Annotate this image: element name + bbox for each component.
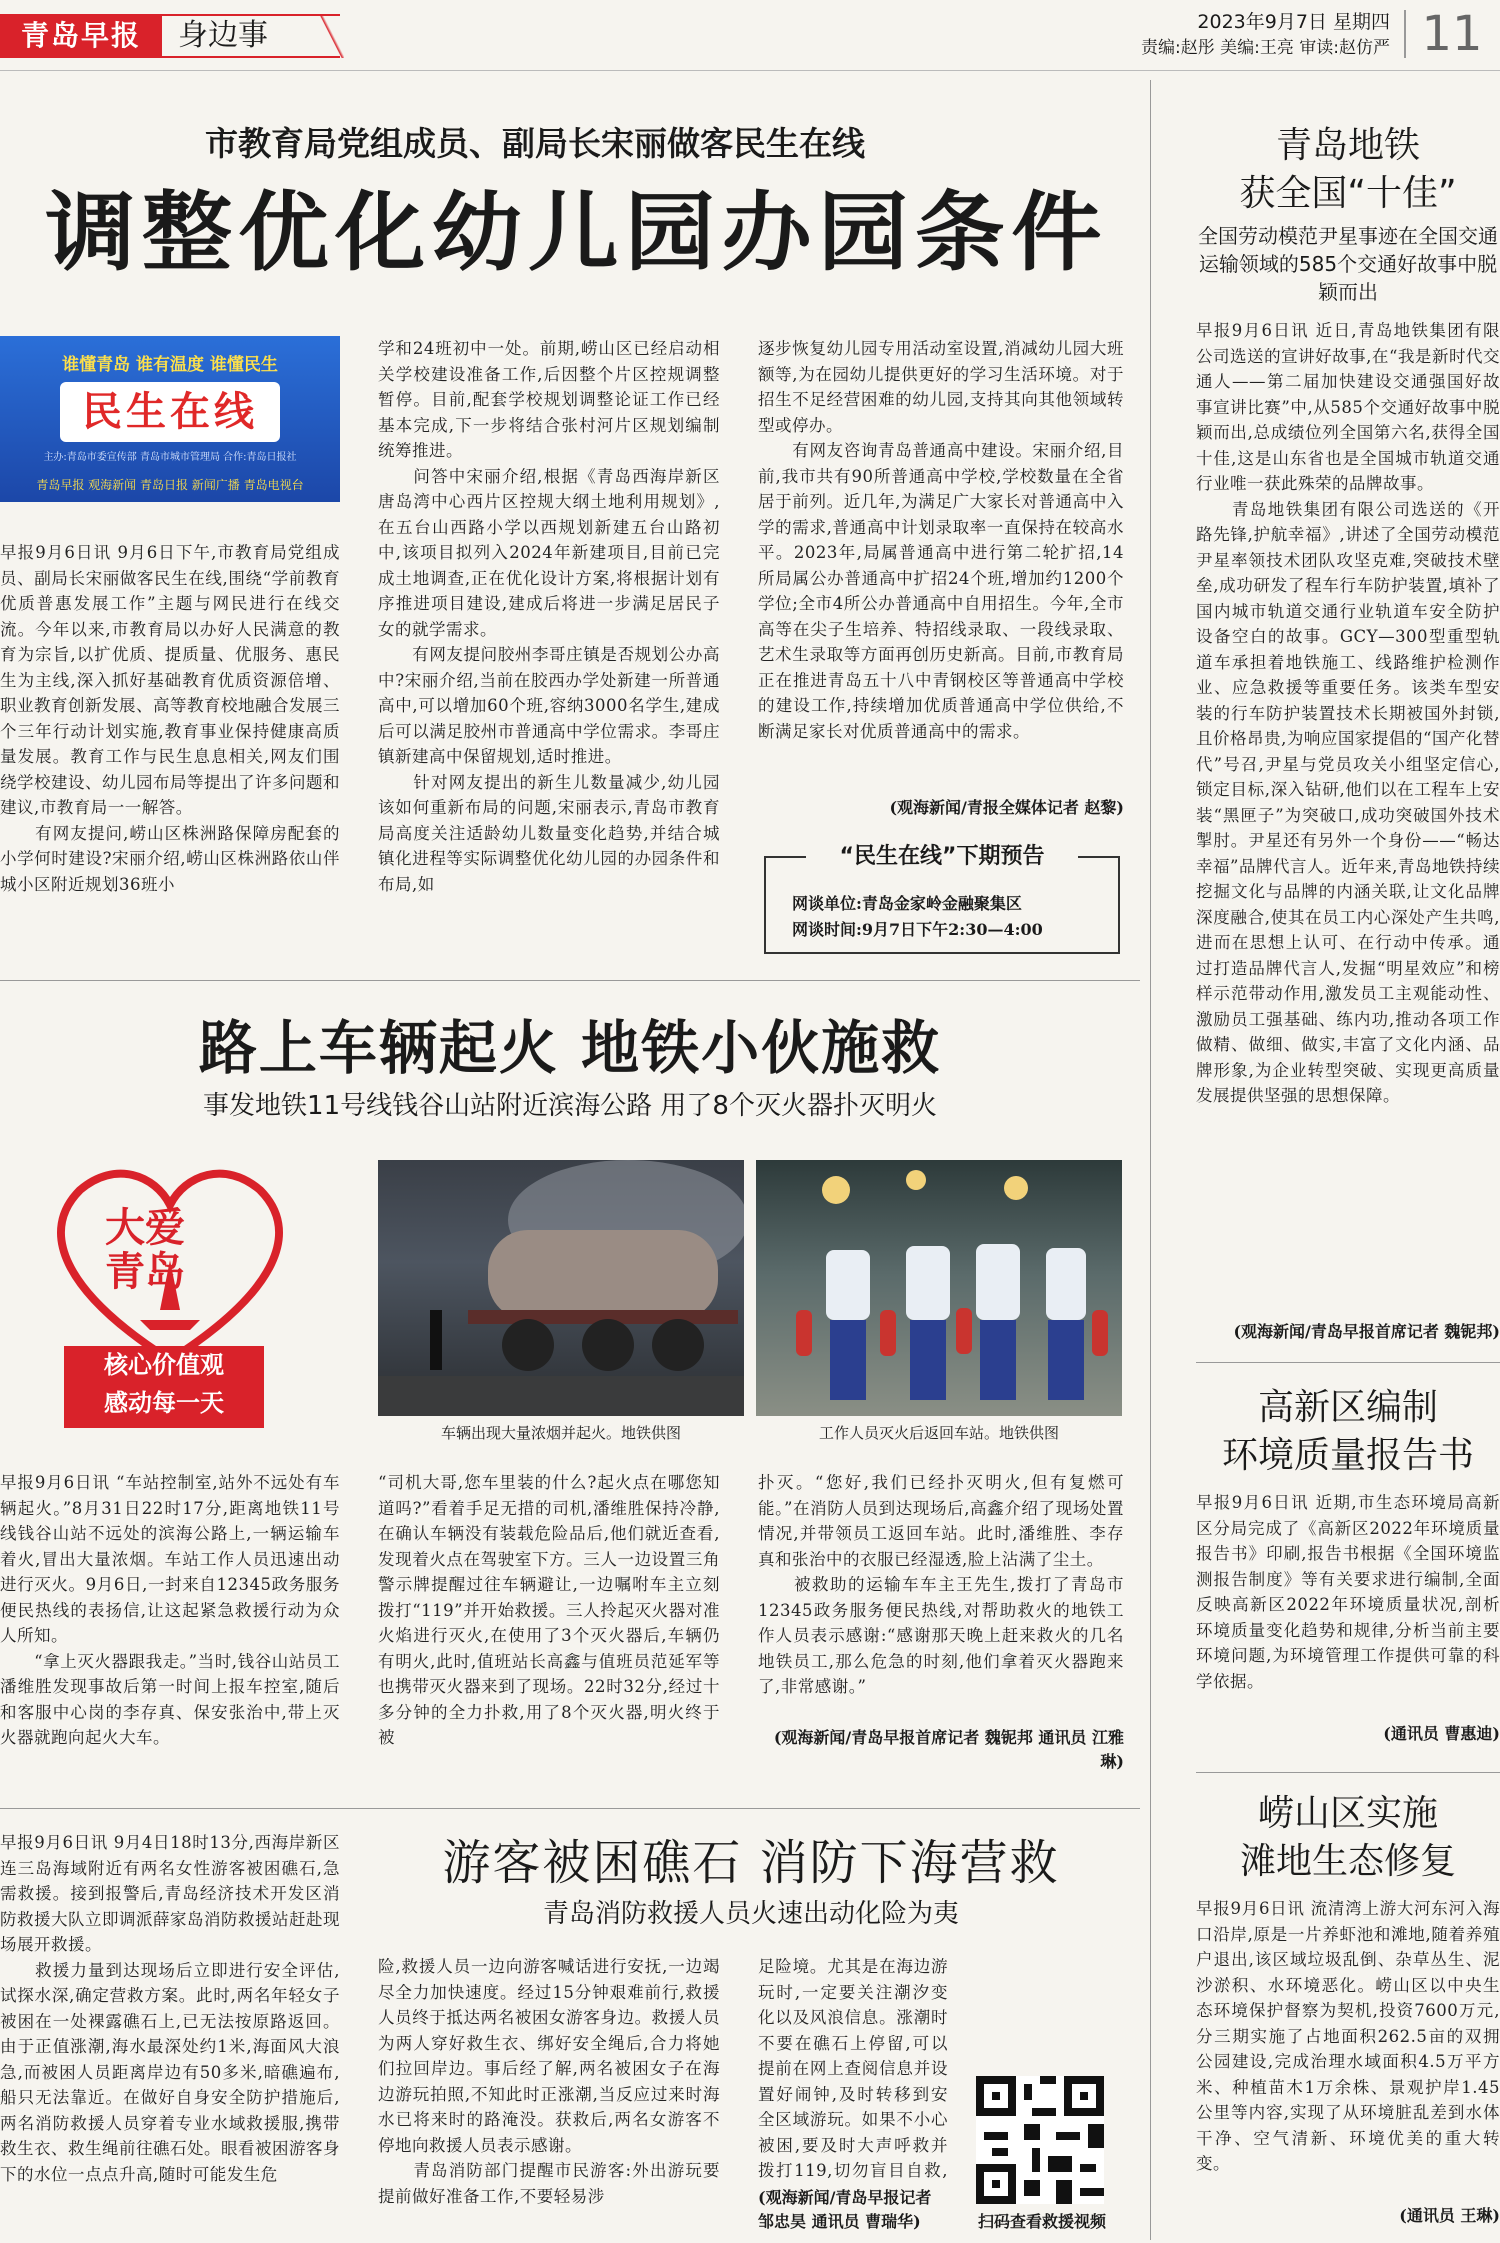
badge-label-box (64, 1346, 264, 1428)
lead-col1-text: 早报9月6日讯 9月6日下午,市教育局党组成员、副局长宋丽做客民生在线,围绕“学前教育优质普惠发展工作”主题与网民进行在线交流。今年以来,市教育局以办好人民满意的教育为宗旨,以扩优质、提质量、优服务、惠民生为主线,深入抓好基础教育优质资源倍增、职业教育创新发展、高等教育校地融合发展三个三年行动计划实施,教育事业保持健康高质量发展。教育工作与民生息息相关,网友们围绕学校建设、幼儿园布局等提出了许多问题和建议,市教育局一一解答。 有网友提问,崂山区株洲路保障房配套的小学何时建设?宋丽介绍,崂山区株洲路依山伴城小区附近规划36班小 (0, 543, 340, 894)
qr-code-icon (976, 2076, 1104, 2204)
reef-headline: 游客被困礁石 消防下海营救 (442, 1835, 1060, 1891)
lead-byline: (观海新闻/青报全媒体记者 赵黎) (889, 798, 1124, 817)
fire-col1-text: 早报9月6日讯 “车站控制室,站外不远处有车辆起火。”8月31日22时17分,距离地铁11号线钱谷山站不远处的滨海公路上,一辆运输车着火,冒出大量浓烟。车站工作人员迅速出动进行灭火。9月6日,一封来自12345政务服务便民热线的表扬信,让这起紧急救援行动为众人所知。 “拿上灭火器跟我走。”当时,钱谷山站员工潘维胜发现事故后第一时间上报车控室,随后和客服中心岗的李存真、保安张治中,带上灭火器就跑向起火大车。 (0, 1473, 340, 1747)
fire-col1 (0, 1470, 340, 1778)
masthead-logo-box (0, 14, 162, 58)
staff-image (756, 1160, 1122, 1416)
banner-footer: 青岛早报 观海新闻 青岛日报 新闻广播 青岛电视台 (36, 478, 304, 492)
env-headline-1: 高新区编制 (1257, 1387, 1438, 1428)
sidebar-divider (1150, 80, 1151, 2240)
reef-col1-text: 早报9月6日讯 9月4日18时13分,西海岸新区连三岛海域附近有两名女性游客被困礁石,急需救援。接到报警后,青岛经济技术开发区消防救援大队立即调派薛家岛消防救援站赶赴现场展开救援。 救援力量到达现场后立即进行安全评估,试探水深,确定营救方案。此时,两名年轻女子被困在一处裸露礁石上,已无法按原路返回。由于正值涨潮,海水最深处约1米,海面风大浪急,而被困人员距离岸边有50多米,暗礁遍布,船只无法靠近。在做好自身安全防护措施后,两名消防救援人员穿着专业水域救援服,携带救生衣、救生绳前往礁石处。眼看被困游客身下的水位一点点升高,随时可能发生危 (0, 1833, 340, 2184)
fire-col3 (758, 1470, 1124, 1774)
minsheng-banner (0, 336, 340, 502)
preview-title: “民生在线”下期预告 (806, 842, 1078, 872)
fire-subhead: 事发地铁11号线钱谷山站附近滨海公路 用了8个灭火器扑灭明火 (203, 1091, 937, 1121)
fire-photo-2-caption: 工作人员灭火后返回车站。地铁供图 (818, 1424, 1059, 1442)
sidebar-story-1 (1196, 122, 1500, 1344)
lead-col2 (378, 336, 720, 950)
env-byline: (通讯员 曹惠迪) (1383, 1724, 1500, 1743)
banner-title: 民生在线 (82, 389, 258, 435)
fire-col3-text: 扑灭。“您好,我们已经扑灭明火,但有复燃可能。”在消防人员到达现场后,高鑫介绍了现场处置情况,并带领员工返回车站。此时,潘维胜、李存真和张治中的衣服已经湿透,脸上沾满了尘土。 被救助的运输车车主王先生,拨打了青岛市12345政务服务便民热线,对帮助救火的地铁工作人员表示感谢:“感谢那天晚上赶来救火的几名地铁员工,那么危急的时刻,他们拿着灭火器跑来了,非常感谢。” (758, 1473, 1124, 1696)
lead-col3 (758, 336, 1124, 820)
badge-line1: 核心价值观 (104, 1350, 224, 1379)
env-headline-2: 环境质量报告书 (1221, 1435, 1474, 1476)
fire-headline: 路上车辆起火 地铁小伙施救 (198, 1014, 942, 1082)
reef-byline: (观海新闻/青岛早报记者 邹忠昊 通讯员 曹瑞华) (758, 2188, 932, 2231)
masthead-logo: 青岛早报 (20, 19, 141, 52)
fire-col2 (378, 1470, 720, 1778)
truck-image (378, 1160, 744, 1416)
fire-top-rule (0, 980, 1140, 981)
reef-top-rule (0, 1808, 1140, 1809)
next-preview-box (764, 844, 1120, 954)
metro-subhead: 全国劳动模范尹星事迹在全国交通运输领域的585个交通好故事中脱颖而出 (1198, 224, 1498, 304)
masthead (0, 0, 1500, 70)
badge-line2: 感动每一天 (104, 1388, 224, 1417)
preview-line1: 网谈单位:青岛金家岭金融聚集区 (792, 894, 1022, 913)
sidebar-rule-2 (1196, 1772, 1500, 1773)
laoshan-byline: (通讯员 王琳) (1399, 2206, 1500, 2225)
fire-col2-text: “司机大哥,您车里装的什么?起火点在哪您知道吗?”看着手足无措的司机,潘维胜保持冷静,在确认车辆没有装载危险品后,他们就近查看,发现着火点在驾驶室下方。三人一边设置三角警示牌提醒过往车辆避让,一边嘱咐车主立刻拨打“119”并开始救援。三人拎起灭火器对准火焰进行灭火,在使用了3个灭火器后,车辆仍有明火,此时,值班站长高鑫与值班员范延军等也携带灭火器来到了现场。22时32分,经过十多分钟的全力扑救,用了8个灭火器,明火终于被 (378, 1473, 720, 1747)
fire-byline: (观海新闻/青岛早报首席记者 魏铌邦 通讯员 江雅琳) (773, 1728, 1124, 1771)
qr-code[interactable] (976, 2076, 1104, 2204)
qr-caption: 扫码查看救援视频 (977, 2212, 1106, 2231)
reef-col2 (378, 1954, 720, 2238)
lead-col3-text: 逐步恢复幼儿园专用活动室设置,消减幼儿园大班额等,为在园幼儿提供更好的学习生活环境。对于招生不足经营困难的幼儿园,支持其向其他领域转型或停办。 有网友咨询青岛普通高中建设。宋丽介绍,目前,我市共有90所普通高中学校,学校数量在全省居于前列。近几年,为满足广大家长对普通高中入学的需求,普通高中计划录取率一直保持在较高水平。2023年,局属普通高中进行第二轮扩招,14所局属公办普通高中扩招24个班,增加约1200个学位;全市4所公办普通高中自用招生。今年,全市高等在尖子生培养、特招线录取、一段线录取、艺术生录取等方面再创历史新高。目前,市教育局正在推进青岛五十八中青钢校区等普通高中学校的建设工作,持续增加优质普通高中学位供给,不断满足家长对优质普通高中的需求。 (758, 339, 1124, 741)
banner-slogans: 谁懂青岛 谁有温度 谁懂民生 (62, 355, 278, 375)
lead-headline: 调整优化幼儿园办园条件 (45, 183, 1108, 283)
section-name: 身边事 (178, 18, 268, 53)
env-body: 早报9月6日讯 近期,市生态环境局高新区分局完成了《高新区2022年环境质量报告书》印刷,报告书根据《全国环境监测报告制度》等有关要求进行编制,全面反映高新区2022年环境质量状况,剖析环境质量变化趋势和规律,分析当前主要环境问题,为环境管理工作提供可靠的科学依据。 (1196, 1493, 1500, 1691)
sidebar-story-2 (1196, 1384, 1500, 1746)
daai-badge (40, 1160, 300, 1440)
reef-subhead: 青岛消防救援人员火速出动化险为夷 (542, 1899, 959, 1929)
sidebar-rule-1 (1196, 1362, 1500, 1363)
lead-kicker: 市教育局党组成员、副局长宋丽做客民生在线 (205, 124, 865, 163)
preview-line2: 网谈时间:9月7日下午2:30—4:00 (792, 920, 1043, 939)
reef-col1 (0, 1830, 340, 2240)
metro-headline-1: 青岛地铁 (1275, 125, 1420, 166)
fire-photo-1 (378, 1160, 744, 1416)
masthead-date: 2023年9月7日 星期四 (1197, 11, 1390, 33)
reef-col2-text: 险,救援人员一边向游客喊话进行安抚,一边竭尽全力加快速度。经过15分钟艰难前行,救援人员终于抵达两名被困女游客身边。救援人员为两人穿好救生衣、绑好安全绳后,合力将她们拉回岸边。事后经了解,两名被困女子在海边游玩拍照,不知此时正涨潮,当反应过来时海水已将来时的路淹没。获救后,两名女游客不停地向救援人员表示感谢。 青岛消防部门提醒市民游客:外出游玩要提前做好准备工作,不要轻易涉 (378, 1957, 720, 2206)
laoshan-body: 早报9月6日讯 流清湾上游大河东河入海口沿岸,原是一片养虾池和滩地,随着养殖户退出,该区域垃圾乱倒、杂草丛生、泥沙淤积、水环境恶化。崂山区以中央生态环境保护督察为契机,投资7600万元,分三期实施了占地面积262.5亩的双拥公园建设,完成治理水域面积4.5万平方米、种植苗木1万余株、景观护岸1.45公里等内容,实现了从环境脏乱差到水体干净、空气清新、环境优美的重大转变。 (1196, 1899, 1500, 2173)
banner-title-box (60, 382, 280, 442)
masthead-slant (318, 14, 344, 58)
lead-col1 (0, 540, 340, 950)
sidebar-story-3 (1196, 1790, 1500, 2228)
metro-byline: (观海新闻/青岛早报首席记者 魏铌邦) (1233, 1322, 1500, 1341)
masthead-divider (1404, 10, 1406, 58)
laoshan-headline-2: 滩地生态修复 (1239, 1841, 1456, 1882)
lead-col2-text: 学和24班初中一处。前期,崂山区已经启动相关学校建设准备工作,后因整个片区控规调整暂停。目前,配套学校规划调整论证工作已经基本完成,下一步将结合张村河片区规划编制统筹推进。 问答中宋丽介绍,根据《青岛西海岸新区唐岛湾中心西片区控规大纲土地利用规划》,在五台山西路小学以西规划新建五台山路初中,该项目拟列入2024年新建项目,目前已完成土地调查,正在优化设计方案,将根据计划有序推进项目建设,建成后将进一步满足居民子女的就学需求。 有网友提问胶州李哥庄镇是否规划公办高中?宋丽介绍,当前在胶西办学处新建一所普通高中,可以增加60个班,容纳3000名学生,建成后可以满足胶州市普通高中学位需求。李哥庄镇新建高中保留规划,适时推进。 针对网友提出的新生儿数量减少,幼儿园该如何重新布局的问题,宋丽表示,青岛市教育局高度关注适龄幼儿数量变化趋势,并结合城镇化进程等实际调整优化幼儿园的办园条件和布局,如 (378, 339, 720, 894)
badge-title: 大爱青岛 (105, 1205, 185, 1295)
fire-photo-1-caption: 车辆出现大量浓烟并起火。地铁供图 (440, 1424, 681, 1442)
laoshan-headline-1: 崂山区实施 (1257, 1793, 1438, 1834)
metro-body: 早报9月6日讯 近日,青岛地铁集团有限公司选送的宣讲好故事,在“我是新时代交通人——第二届加快建设交通强国好故事宣讲比赛”中,从585个交通好故事中脱颖而出,总成绩位列全国第六名,获得全国十佳,这是山东省也是全国城市轨道交通行业唯一获此殊荣的品牌故事。 青岛地铁集团有限公司选送的《开路先锋,护航幸福》,讲述了全国劳动模范尹星率领技术团队攻坚克难,突破技术壁垒,成功研发了程车行车防护装置,填补了国内城市轨道交通行业轨道车安全防护设备空白的故事。GCY—300型重型轨道车承担着地铁施工、线路维护检测作业、应急救援等重要任务。该类车型安装的行车防护装置技术长期被国外封锁,且价格昂贵,为响应国家提倡的“国产化替代”号召,尹星与党员攻关小组坚定信心,锁定目标,深入钻研,他们以在工程车上安装“黑匣子”为突破口,成功突破国外技术掣肘。尹星还有另外一个身份——“畅达幸福”品牌代言人。近年来,青岛地铁持续挖掘文化与品牌的内涵关联,让文化品牌深度融合,使其在员工内心深处产生共鸣,进而在思想上认可、在行动中传承。通过打造品牌代言人,发掘“明星效应”和榜样示范带动作用,激发员工主观能动性、激励员工强基础、练内功,推动各项工作做精、做细、做实,丰富了文化内涵、品牌形象,为企业转型突破、实现更高质量发展提供坚强的思想保障。 (1196, 321, 1500, 1105)
fire-photo-2 (756, 1160, 1122, 1416)
reef-col3-text: 足险境。尤其是在海边游玩时,一定要关注潮汐变化以及风浪信息。涨潮时不要在礁石上停留,可以提前在网上查阅信息并设置好闹钟,及时转移到安全区域游玩。如果不小心被困,要及时大声呼救并拨打119,切勿盲目自救, (758, 1957, 948, 2180)
masthead-editors: 责编:赵彤 美编:王亮 审读:赵仿严 (1141, 38, 1390, 58)
banner-small-text: 主办:青岛市委宣传部 青岛市城市管理局 合作:青岛日报社 (43, 452, 297, 463)
page-number: 11 (1421, 6, 1483, 62)
section-tab (162, 14, 340, 58)
masthead-rule (0, 70, 1500, 71)
metro-headline-2: 获全国“十佳” (1239, 173, 1457, 214)
